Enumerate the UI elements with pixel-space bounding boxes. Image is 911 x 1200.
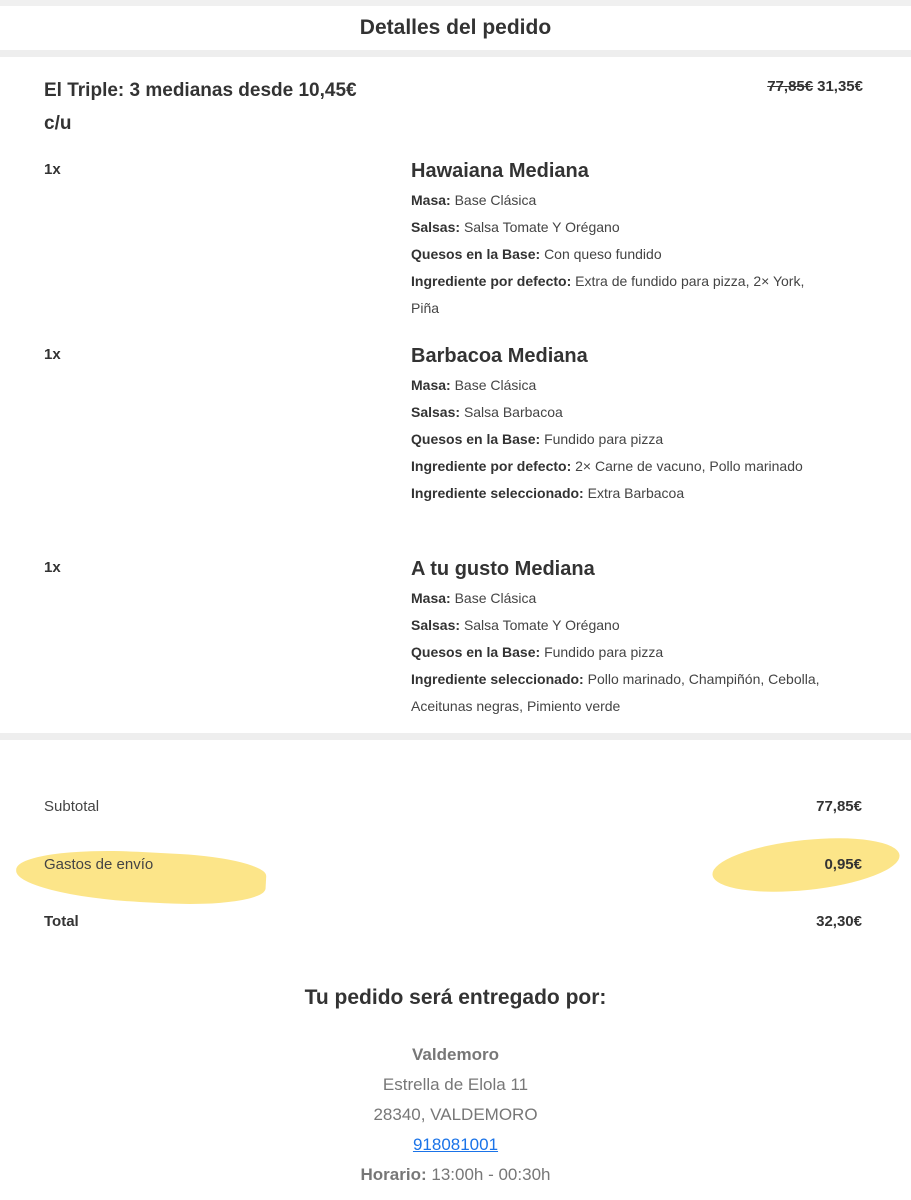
store-info bbox=[0, 1040, 911, 1190]
shipping-row bbox=[44, 856, 862, 873]
store-hours: Horario: 13:00h - 00:30h bbox=[360, 1165, 551, 1184]
offer-name: El Triple: 3 medianas desde 10,45€ c/u bbox=[44, 80, 357, 134]
offer-new-price: 31,35€ bbox=[817, 78, 863, 95]
page-title: Detalles del pedido bbox=[359, 16, 552, 39]
store-phone-link[interactable]: 918081001 bbox=[412, 1135, 499, 1154]
item-option: Quesos en la Base: Con queso fundido bbox=[411, 246, 662, 262]
item-option: Masa: Base Clásica bbox=[411, 590, 537, 606]
subtotal-row bbox=[44, 798, 862, 815]
item-option: Ingrediente seleccionado: Pollo marinado, Champiñón, Cebolla, Aceitunas negras, Pimiento verde bbox=[411, 671, 820, 714]
item-option: Ingrediente por defecto: 2× Carne de vacuno, Pollo marinado bbox=[411, 458, 803, 474]
item-quantity: 1x bbox=[44, 346, 61, 363]
item-detail bbox=[411, 555, 831, 720]
shipping-value: 0,95€ bbox=[824, 856, 862, 873]
highlighter-mark bbox=[15, 845, 267, 908]
total-label: Total bbox=[44, 913, 79, 930]
shipping-label: Gastos de envío bbox=[44, 856, 154, 873]
offer-price bbox=[767, 78, 863, 95]
item-option: Ingrediente seleccionado: Extra Barbacoa bbox=[411, 485, 685, 501]
item-option: Ingrediente por defecto: Extra de fundido para pizza, 2× York, Piña bbox=[411, 273, 805, 316]
total-value: 32,30€ bbox=[816, 913, 862, 930]
item-option: Masa: Base Clásica bbox=[411, 192, 537, 208]
item-option: Quesos en la Base: Fundido para pizza bbox=[411, 644, 664, 660]
section-divider bbox=[0, 50, 911, 57]
subtotal-value: 77,85€ bbox=[816, 798, 862, 815]
store-address: Estrella de Elola 11 bbox=[382, 1075, 529, 1094]
item-name: A tu gusto Mediana bbox=[411, 558, 595, 580]
subtotal-label: Subtotal bbox=[44, 798, 100, 815]
offer-old-price: 77,85€ bbox=[767, 78, 814, 95]
item-detail bbox=[411, 157, 831, 322]
item-quantity: 1x bbox=[44, 161, 61, 178]
item-name: Barbacoa Mediana bbox=[411, 345, 588, 367]
store-name: Valdemoro bbox=[412, 1045, 499, 1064]
delivery-title: Tu pedido será entregado por: bbox=[304, 986, 607, 1009]
item-option: Salsas: Salsa Tomate Y Orégano bbox=[411, 617, 620, 633]
item-option: Salsas: Salsa Barbacoa bbox=[411, 404, 563, 420]
store-city: 28340, VALDEMORO bbox=[373, 1105, 538, 1124]
section-divider bbox=[0, 733, 911, 740]
total-row bbox=[44, 913, 862, 930]
item-option: Masa: Base Clásica bbox=[411, 377, 537, 393]
item-option: Quesos en la Base: Fundido para pizza bbox=[411, 431, 664, 447]
item-detail bbox=[411, 342, 831, 507]
item-name: Hawaiana Mediana bbox=[411, 160, 589, 182]
item-option: Salsas: Salsa Tomate Y Orégano bbox=[411, 219, 620, 235]
item-quantity: 1x bbox=[44, 559, 61, 576]
